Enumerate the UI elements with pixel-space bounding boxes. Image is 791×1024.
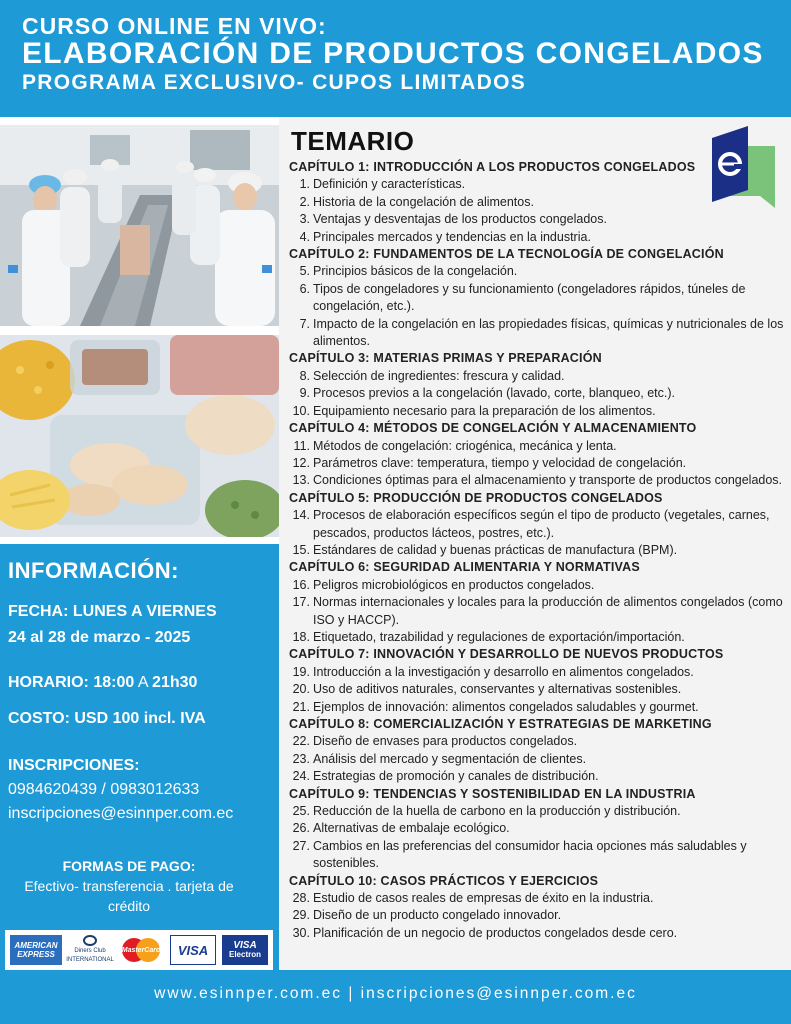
factory-workers-photo: [0, 125, 279, 326]
item-text: Estrategias de promoción y canales de distribución.: [313, 769, 599, 784]
syllabus-item: [289, 681, 789, 698]
item-text: Estudio de casos reales de empresas de éxito en la industria.: [313, 891, 654, 906]
item-text: Reducción de la huella de carbono en la producción y distribución.: [313, 804, 681, 819]
item-number: 2.: [299, 194, 310, 209]
item-text: Alternativas de embalaje ecológico.: [313, 821, 510, 836]
item-text: Procesos de elaboración específicos según el tipo de producto (vegetales, carnes, pescados, productos lácteos, postres, etc.).: [313, 508, 770, 540]
item-number: 21.: [292, 699, 310, 714]
diners-circle-icon: [83, 935, 97, 946]
course-subtitle: PROGRAMA EXCLUSIVO- CUPOS LIMITADOS: [22, 71, 527, 94]
visa-electron-sub: Electron: [228, 950, 261, 959]
item-text: Diseño de envases para productos congelados.: [313, 734, 578, 749]
visa-logo: VISA: [170, 935, 216, 965]
item-number: 22.: [292, 734, 310, 749]
item-text: Planificación de un negocio de productos congelados desde cero.: [313, 925, 678, 940]
schedule: [8, 674, 197, 692]
payment-label: FORMAS DE PAGO:: [62, 858, 196, 874]
chapter-heading: CAPÍTULO 7: INNOVACIÓN Y DESARROLLO DE NUEVOS PRODUCTOS: [289, 647, 724, 662]
item-number: 15.: [292, 542, 310, 557]
item-number: 24.: [292, 769, 310, 784]
item-text: Selección de ingredientes: frescura y calidad.: [313, 368, 565, 383]
item-number: 3.: [299, 212, 310, 227]
esinnper-logo-icon: [710, 126, 780, 218]
item-text: Principales mercados y tendencias en la industria.: [313, 229, 591, 244]
syllabus-item: [289, 699, 789, 716]
item-number: 5.: [299, 264, 310, 279]
item-text: Condiciones óptimas para el almacenamiento y transporte de productos congelados.: [313, 473, 783, 488]
item-number: 7.: [299, 316, 310, 331]
item-text: Peligros microbiológicos en productos congelados.: [313, 577, 595, 592]
item-number: 18.: [292, 629, 310, 644]
item-text: Ejemplos de innovación: alimentos congelados saludables y gourmet.: [313, 699, 699, 714]
phone-numbers[interactable]: 0984620439 / 0983012633: [8, 781, 200, 798]
syllabus-item: [289, 925, 789, 942]
schedule-end: 21h30: [152, 674, 198, 691]
item-number: 4.: [299, 229, 310, 244]
item-number: 23.: [292, 751, 310, 766]
amex-logo: AMERICAN EXPRESS: [10, 935, 62, 965]
chapter-heading: CAPÍTULO 3: MATERIAS PRIMAS Y PREPARACIÓN: [289, 351, 602, 366]
registration-email[interactable]: inscripciones@esinnper.com.ec: [8, 805, 234, 822]
header-banner: [0, 0, 791, 117]
syllabus-item: [289, 820, 789, 837]
item-number: 20.: [292, 682, 310, 697]
item-text: Historia de la congelación de alimentos.: [313, 194, 534, 209]
item-text: Cambios en las preferencias del consumidor hacia opciones más saludables y sostenibles.: [313, 838, 747, 871]
syllabus-item: [289, 507, 789, 542]
syllabus-list: [289, 159, 789, 942]
info-panel: [0, 544, 279, 970]
date-range: 24 al 28 de marzo - 2025: [8, 629, 191, 646]
course-type: CURSO ONLINE EN VIVO:: [22, 13, 327, 39]
syllabus-item: [289, 664, 789, 681]
item-text: Procesos previos a la congelación (lavado, corte, blanqueo, etc.).: [313, 386, 676, 401]
chapter-heading: CAPÍTULO 1: INTRODUCCIÓN A LOS PRODUCTOS CONGELADOS: [289, 160, 696, 174]
syllabus-item: [289, 229, 789, 246]
mastercard-label: MasterCard: [121, 946, 161, 954]
registration-block: [8, 754, 233, 826]
diners-label: Diners Club INTERNATIONAL: [66, 948, 114, 963]
chapter-heading: CAPÍTULO 4: MÉTODOS DE CONGELACIÓN Y ALMACENAMIENTO: [289, 421, 697, 436]
item-number: 17.: [292, 595, 310, 610]
syllabus-item: [289, 733, 789, 750]
item-number: 14.: [292, 508, 310, 523]
item-number: 1.: [299, 177, 310, 192]
item-number: 16.: [292, 577, 310, 592]
syllabus-item: [289, 768, 789, 785]
schedule-start: HORARIO: 18:00: [8, 674, 135, 691]
item-text: Principios básicos de la congelación.: [313, 264, 518, 279]
cost: COSTO: USD 100 incl. IVA: [8, 710, 206, 727]
item-text: Etiquetado, trazabilidad y regulaciones de exportación/importación.: [313, 629, 685, 644]
date-block: [8, 599, 217, 651]
chapter-heading: CAPÍTULO 8: COMERCIALIZACIÓN Y ESTRATEGIAS DE MARKETING: [289, 717, 712, 731]
syllabus-item: [289, 316, 789, 351]
item-text: Tipos de congeladores y su funcionamiento (congeladores rápidos, túneles de congelación, etc.).: [313, 281, 746, 314]
syllabus-item: [289, 455, 789, 472]
item-text: Impacto de la congelación en las propiedades físicas, químicas y nutricionales de los alimentos.: [313, 316, 784, 349]
syllabus-item: [289, 542, 789, 559]
syllabus-item: [289, 577, 789, 594]
schedule-separator: A: [134, 674, 153, 691]
item-text: Ventajas y desventajas de los productos congelados.: [313, 212, 607, 227]
footer-bar: www.esinnper.com.ec | inscripciones@esinnper.com.ec: [0, 970, 791, 1024]
visa-electron-logo: [222, 935, 268, 965]
item-number: 28.: [292, 891, 310, 906]
item-number: 11.: [293, 438, 310, 453]
item-number: 10.: [292, 403, 310, 418]
syllabus-item: [289, 438, 789, 455]
syllabus-panel: [279, 117, 791, 970]
item-text: Estándares de calidad y buenas prácticas de manufactura (BPM).: [313, 542, 678, 557]
syllabus-item: [289, 263, 789, 280]
item-text: Definición y características.: [313, 177, 466, 192]
item-number: 25.: [292, 804, 310, 819]
item-text: Diseño de un producto congelado innovador.: [313, 908, 562, 923]
syllabus-title: TEMARIO: [291, 126, 415, 156]
syllabus-item: [289, 751, 789, 768]
item-number: 19.: [292, 664, 310, 679]
mastercard-logo: [118, 935, 164, 965]
syllabus-item: [289, 803, 789, 820]
item-text: Parámetros clave: temperatura, tiempo y velocidad de congelación.: [313, 455, 687, 470]
chapter-heading: CAPÍTULO 5: PRODUCCIÓN DE PRODUCTOS CONGELADOS: [289, 490, 663, 505]
syllabus-item: [289, 403, 789, 420]
chapter-heading: CAPÍTULO 10: CASOS PRÁCTICOS Y EJERCICIOS: [289, 873, 599, 888]
syllabus-item: [289, 385, 789, 402]
item-number: 26.: [292, 821, 310, 836]
item-number: 29.: [292, 908, 310, 923]
visa-electron-label: VISA: [233, 940, 257, 951]
item-text: Normas internacionales y locales para la producción de alimentos congelados (como ISO y HACCP).: [313, 595, 783, 627]
chapter-heading: CAPÍTULO 6: SEGURIDAD ALIMENTARIA Y NORMATIVAS: [289, 560, 640, 575]
payment-methods: Efectivo- transferencia . tarjeta de crédito: [24, 878, 234, 914]
item-text: Introducción a la investigación y desarrollo en alimentos congelados.: [313, 664, 694, 679]
syllabus-item: [289, 890, 789, 907]
fecha-label: FECHA: LUNES A VIERNES: [8, 603, 217, 620]
frozen-food-photo: [0, 335, 279, 537]
item-number: 6.: [299, 281, 310, 296]
item-number: 12.: [292, 455, 310, 470]
registration-label: INSCRIPCIONES:: [8, 757, 140, 774]
syllabus-item: [289, 594, 789, 629]
syllabus-item: [289, 472, 789, 489]
diners-logo: [68, 935, 112, 965]
payment-cards: [5, 930, 273, 970]
item-number: 8.: [299, 368, 310, 383]
item-text: Equipamiento necesario para la preparación de los alimentos.: [313, 403, 656, 418]
item-number: 13.: [292, 473, 310, 488]
syllabus-item: [289, 629, 789, 646]
item-text: Análisis del mercado y segmentación de clientes.: [313, 751, 587, 766]
syllabus-item: [289, 907, 789, 924]
item-number: 27.: [292, 838, 310, 853]
item-text: Uso de aditivos naturales, conservantes y alternativas sostenibles.: [313, 682, 682, 697]
syllabus-item: [289, 838, 789, 873]
item-text: Métodos de congelación: criogénica, mecánica y lenta.: [313, 438, 617, 453]
item-number: 9.: [299, 386, 310, 401]
chapter-heading: CAPÍTULO 9: TENDENCIAS Y SOSTENIBILIDAD EN LA INDUSTRIA: [289, 786, 696, 801]
course-title: ELABORACIÓN DE PRODUCTOS CONGELADOS: [22, 37, 764, 70]
item-number: 30.: [292, 925, 310, 940]
payment-block: [0, 856, 258, 916]
syllabus-item: [289, 368, 789, 385]
chapter-heading: CAPÍTULO 2: FUNDAMENTOS DE LA TECNOLOGÍA DE CONGELACIÓN: [289, 247, 724, 262]
syllabus-item: [289, 281, 789, 316]
info-title: INFORMACIÓN:: [8, 558, 179, 583]
